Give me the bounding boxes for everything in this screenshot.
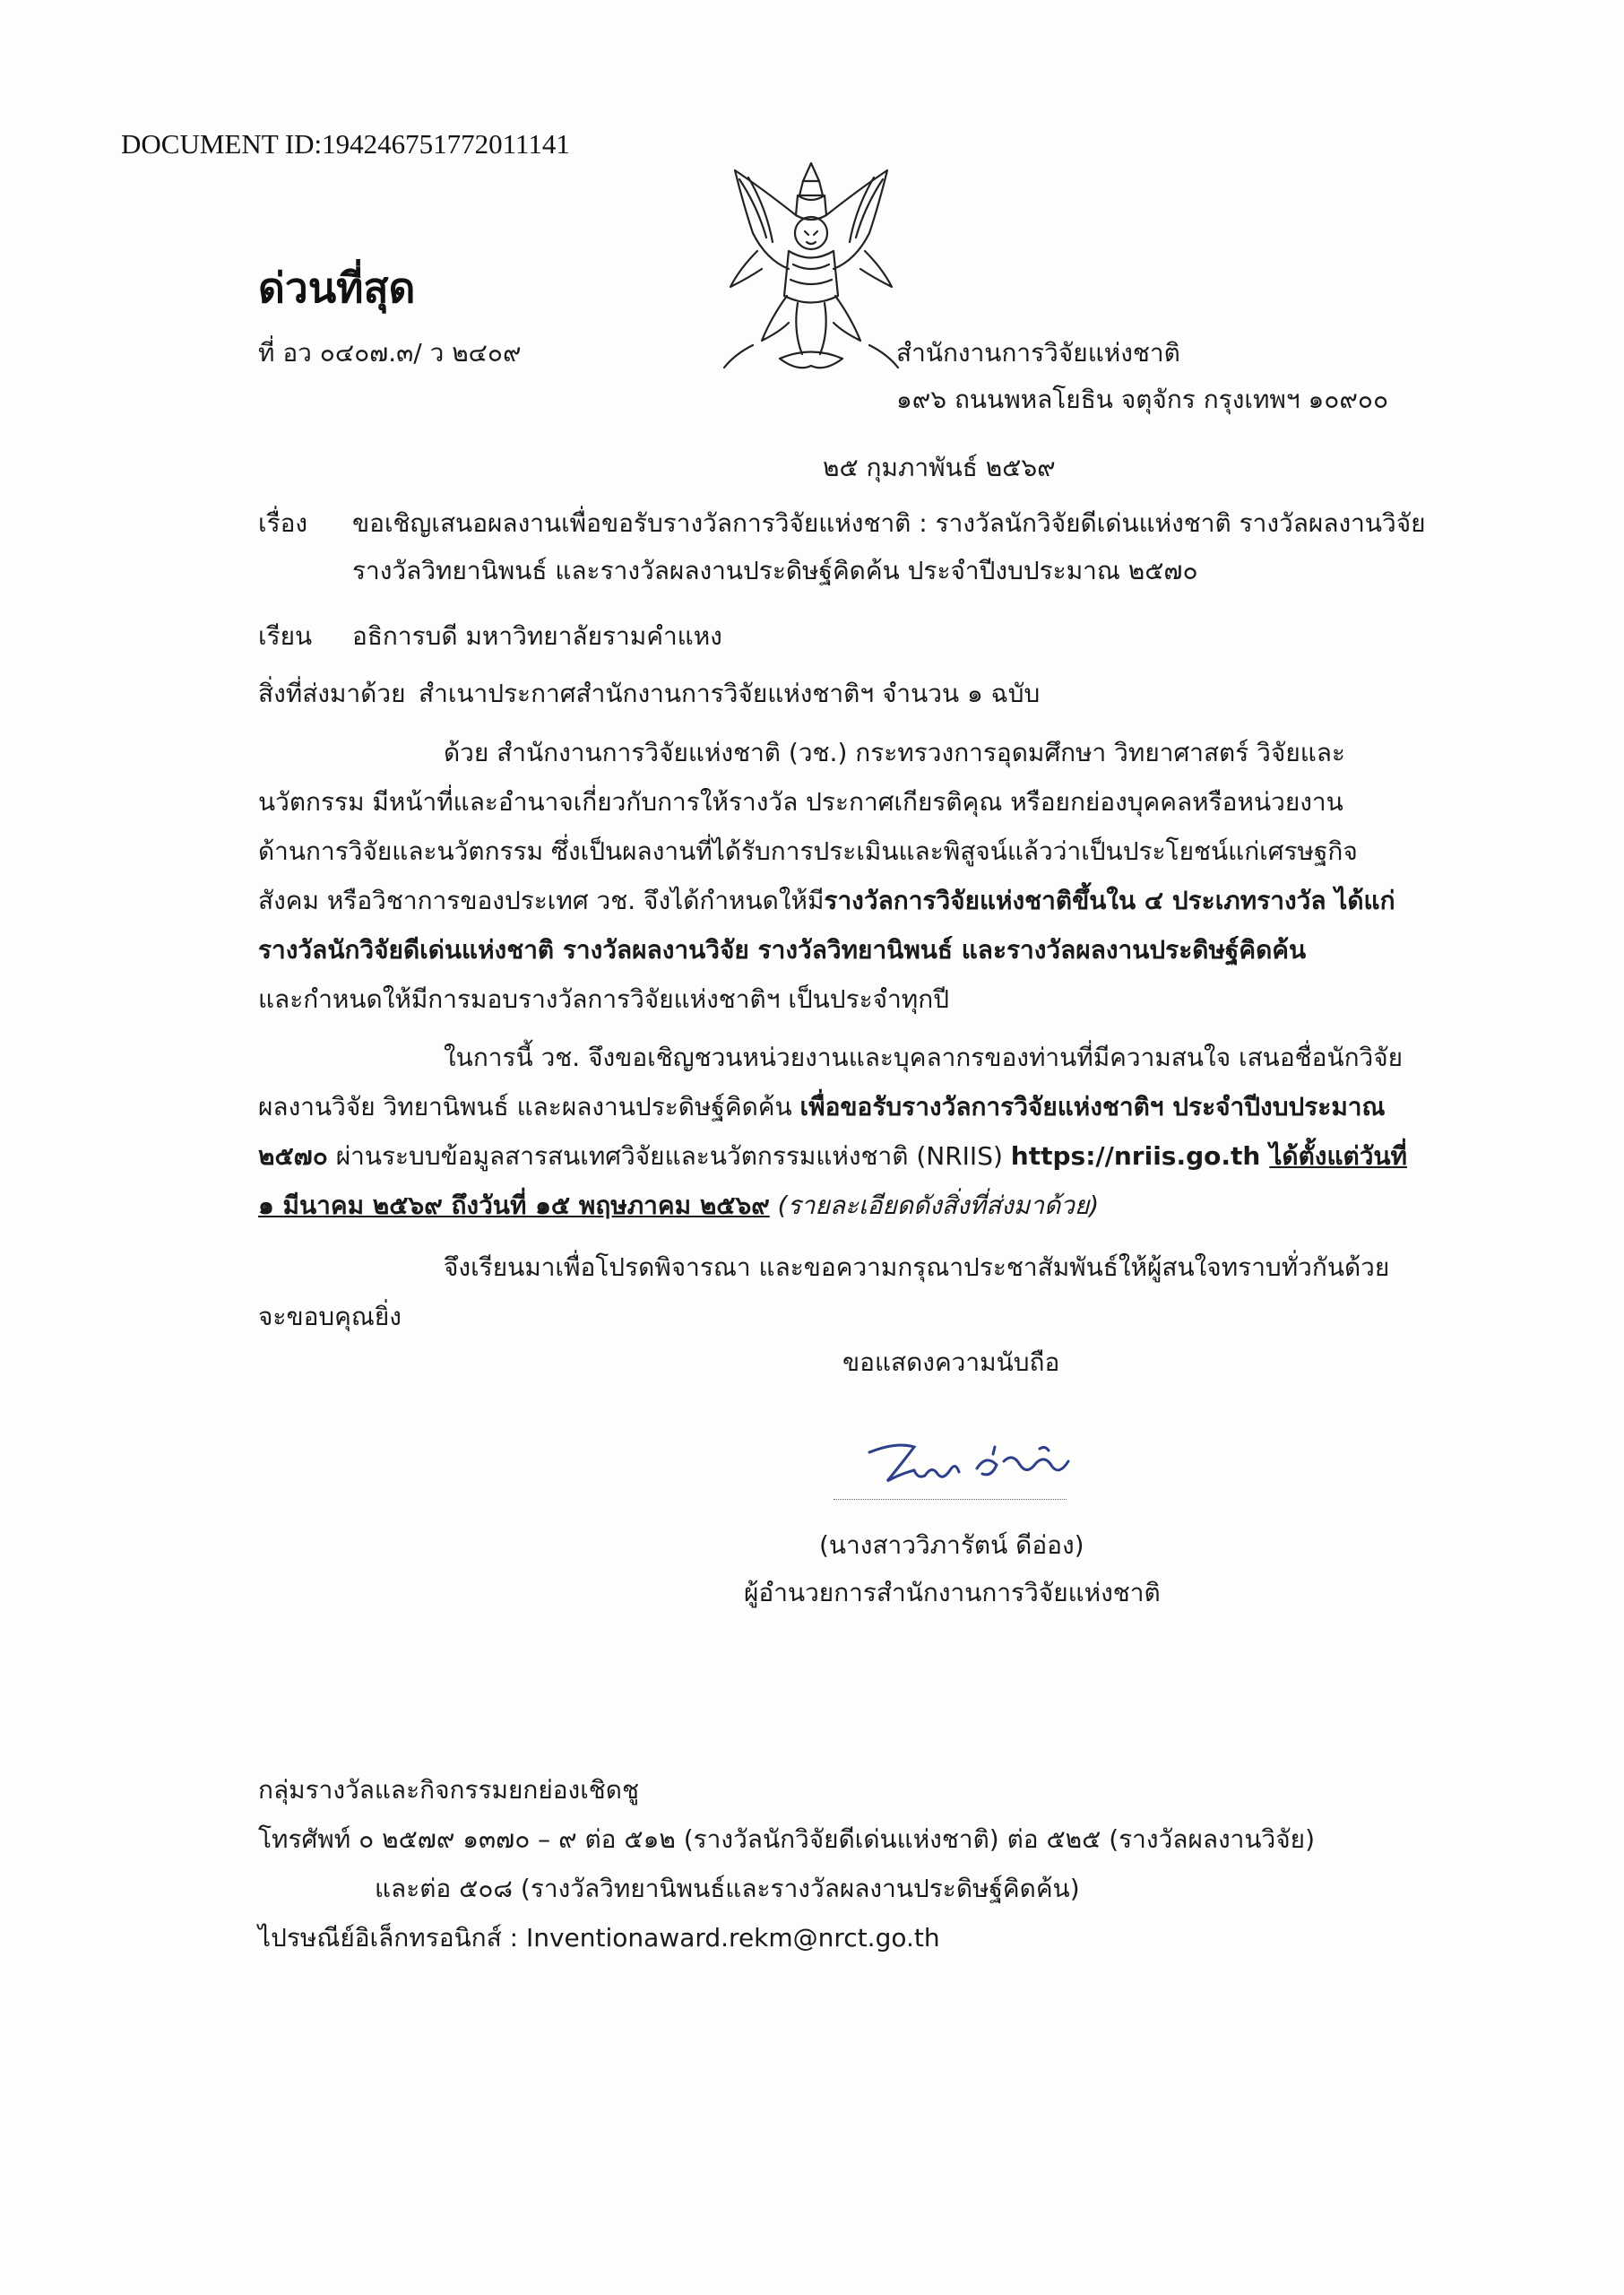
subject-label: เรื่อง (258, 508, 308, 538)
document-id: DOCUMENT ID:194246751772011141 (121, 128, 570, 160)
signature-line (834, 1499, 1067, 1500)
contact-email: ไปรษณีย์อิเล็กทรอนิกส์ : Inventionaward.rekm@nrct.go.th (258, 1923, 940, 1953)
para3-line2: จะขอบคุณยิ่ง (258, 1302, 402, 1331)
reference-number: ที่ อว ๐๔๐๗.๓/ ว ๒๔๐๙ (258, 338, 522, 368)
subject-line-2: รางวัลวิทยานิพนธ์ และรางวัลผลงานประดิษฐ์คิดค้น ประจำปีงบประมาณ ๒๕๗๐ (352, 556, 1198, 585)
enclosure-value: สำเนาประกาศสำนักงานการวิจัยแห่งชาติฯ จำนวน ๑ ฉบับ (419, 679, 1041, 708)
contact-group: กลุ่มรางวัลและกิจกรรมยกย่องเชิดชู (258, 1775, 639, 1805)
para2-line2-text: ผลงานวิจัย วิทยานิพนธ์ และผลงานประดิษฐ์คิดค้น (258, 1092, 800, 1122)
recipient-label: เรียน (258, 621, 313, 651)
subject-line-1: ขอเชิญเสนอผลงานเพื่อขอรับรางวัลการวิจัยแห่งชาติ : รางวัลนักวิจัยดีเด่นแห่งชาติ รางวัลผลงานวิจัย (352, 508, 1426, 538)
para3-line1: จึงเรียนมาเพื่อโปรดพิจารณา และขอความกรุณาประชาสัมพันธ์ให้ผู้สนใจทราบทั่วกันด้วย (444, 1252, 1390, 1282)
para1-line4 (258, 881, 1395, 921)
para2-line3-text: ผ่านระบบข้อมูลสารสนเทศวิจัยและนวัตกรรมแห่งชาติ (NRIIS) (327, 1141, 1011, 1171)
signatory-name: (นางสาววิภารัตน์ ดีอ่อง) (819, 1530, 1084, 1560)
para2-line2-bold: เพื่อขอรับรางวัลการวิจัยแห่งชาติฯ ประจำปีงบประมาณ (799, 1092, 1386, 1122)
nriis-link[interactable]: https://nriis.go.th (1010, 1141, 1261, 1171)
para2-line4 (258, 1186, 1099, 1225)
recipient-value: อธิการบดี มหาวิทยาลัยรามคำแหง (352, 621, 722, 651)
signatory-position: ผู้อำนวยการสำนักงานการวิจัยแห่งชาติ (744, 1578, 1161, 1607)
para2-line3-bold: ได้ตั้งแต่วันที่ (1269, 1141, 1408, 1171)
para1-line6: และกำหนดให้มีการมอบรางวัลการวิจัยแห่งชาติฯ เป็นประจำทุกปี (258, 984, 949, 1014)
para1-line5: รางวัลนักวิจัยดีเด่นแห่งชาติ รางวัลผลงานวิจัย รางวัลวิทยานิพนธ์ และรางวัลผลงานประดิษฐ์คิดค้น (258, 935, 1307, 965)
contact-phone-1: โทรศัพท์ ๐ ๒๕๗๙ ๑๓๗๐ – ๙ ต่อ ๕๑๒ (รางวัลนักวิจัยดีเด่นแห่งชาติ) ต่อ ๕๒๕ (รางวัลผลงานวิจัย) (258, 1824, 1316, 1854)
garuda-emblem-icon (717, 152, 905, 377)
sender-address: ๑๙๖ ถนนพหลโยธิน จตุจักร กรุงเทพฯ ๑๐๙๐๐ (896, 385, 1389, 414)
para2-line3 (258, 1137, 1407, 1176)
para1-line4-text: สังคม หรือวิชาการของประเทศ วช. จึงได้กำหนดให้มี (258, 886, 825, 915)
para2-year: ๒๕๗๐ (258, 1141, 328, 1171)
para1-line3: ด้านการวิจัยและนวัตกรรม ซึ่งเป็นผลงานที่ได้รับการประเมินและพิสูจน์แล้วว่าเป็นประโยชน์แก่เศรษฐกิจ (258, 836, 1358, 866)
enclosure-label: สิ่งที่ส่งมาด้วย (258, 679, 406, 708)
letter-date: ๒๕ กุมภาพันธ์ ๒๕๖๙ (823, 453, 1056, 482)
urgency-label: ด่วนที่สุด (258, 264, 416, 312)
para2-line2 (258, 1087, 1386, 1127)
sender-office: สำนักงานการวิจัยแห่งชาติ (896, 338, 1180, 368)
para1-line2: นวัตกรรม มีหน้าที่และอำนาจเกี่ยวกับการให้รางวัล ประกาศเกียรติคุณ หรือยกย่องบุคคลหรือหน่วยงาน (258, 787, 1343, 817)
details-note: (รายละเอียดดังสิ่งที่ส่งมาด้วย) (769, 1191, 1100, 1220)
signature-icon (860, 1434, 1075, 1497)
para1-line1: ด้วย สำนักงานการวิจัยแห่งชาติ (วช.) กระทรวงการอุดมศึกษา วิทยาศาสตร์ วิจัยและ (444, 738, 1345, 767)
submission-period: ๑ มีนาคม ๒๕๖๙ ถึงวันที่ ๑๕ พฤษภาคม ๒๕๖๙ (258, 1191, 770, 1220)
para2-line1: ในการนี้ วช. จึงขอเชิญชวนหน่วยงานและบุคลากรของท่านที่มีความสนใจ เสนอชื่อนักวิจัย (444, 1043, 1404, 1072)
closing-phrase: ขอแสดงความนับถือ (842, 1347, 1060, 1377)
contact-phone-2: และต่อ ๕๐๘ (รางวัลวิทยานิพนธ์และรางวัลผลงานประดิษฐ์คิดค้น) (375, 1874, 1080, 1903)
para1-line4-bold: รางวัลการวิจัยแห่งชาติขึ้นใน ๔ ประเภทรางวัล ได้แก่ (824, 886, 1395, 915)
